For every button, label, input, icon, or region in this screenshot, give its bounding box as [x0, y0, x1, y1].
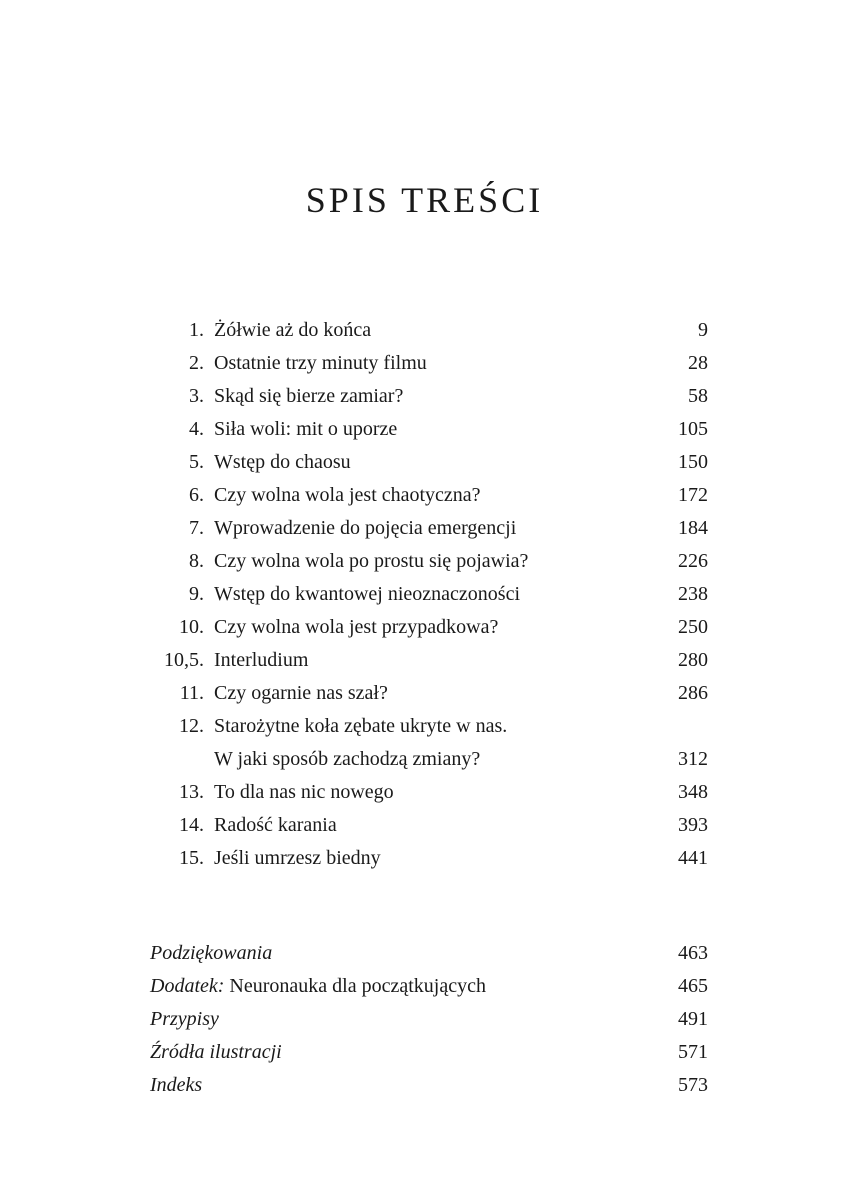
back-matter-label — [150, 970, 638, 1003]
chapter-title: Żółwie aż do końca — [214, 319, 372, 341]
page-number: 465 — [678, 975, 708, 997]
italic-label: Podziękowania — [150, 942, 273, 964]
page-number: 250 — [678, 616, 708, 638]
page-number: 280 — [678, 649, 708, 671]
page-number: 286 — [678, 682, 708, 704]
chapter-number: 14. — [179, 814, 204, 836]
page-number: 573 — [678, 1074, 708, 1096]
back-matter-acknowledgements — [150, 937, 708, 970]
page-number: 226 — [678, 550, 708, 572]
back-matter-label — [150, 1003, 638, 1036]
italic-label: Dodatek: — [150, 975, 225, 997]
toc-entry-13 — [150, 776, 708, 809]
toc-entry-12-continued — [150, 743, 708, 776]
chapter-number: 13. — [179, 781, 204, 803]
back-matter-illustration-sources — [150, 1036, 708, 1069]
chapter-number: 3. — [189, 385, 204, 407]
page-number: 9 — [698, 319, 708, 341]
chapter-title: Czy wolna wola po prostu się pojawia? — [214, 550, 529, 572]
chapter-list — [150, 314, 708, 875]
toc-entry-4 — [150, 413, 708, 446]
page-number: 105 — [678, 418, 708, 440]
toc-entry-2 — [150, 347, 708, 380]
page-number: 28 — [688, 352, 708, 374]
page-number: 463 — [678, 942, 708, 964]
chapter-title: Skąd się bierze zamiar? — [214, 385, 404, 407]
chapter-title: Radość karania — [214, 814, 337, 836]
chapter-title: Jeśli umrzesz biedny — [214, 847, 381, 869]
back-matter-label — [150, 937, 638, 970]
page-number: 238 — [678, 583, 708, 605]
italic-label: Indeks — [150, 1074, 203, 1096]
back-matter-label — [150, 1036, 638, 1069]
chapter-number: 12. — [179, 715, 204, 737]
chapter-number: 15. — [179, 847, 204, 869]
back-matter-label — [150, 1069, 638, 1102]
chapter-number: 10,5. — [164, 649, 204, 671]
page-number: 491 — [678, 1008, 708, 1030]
page-number: 172 — [678, 484, 708, 506]
chapter-number: 9. — [189, 583, 204, 605]
chapter-number: 4. — [189, 418, 204, 440]
chapter-number: 7. — [189, 517, 204, 539]
page-number: 184 — [678, 517, 708, 539]
chapter-title: Czy ogarnie nas szał? — [214, 682, 388, 704]
chapter-title: W jaki sposób zachodzą zmiany? — [214, 748, 481, 770]
page-number: 58 — [688, 385, 708, 407]
chapter-title: Siła woli: mit o uporze — [214, 418, 398, 440]
chapter-number: 2. — [189, 352, 204, 374]
back-matter-notes — [150, 1003, 708, 1036]
chapter-title: Interludium — [214, 649, 309, 671]
page-number: 348 — [678, 781, 708, 803]
toc-entry-9 — [150, 578, 708, 611]
page-number: 441 — [678, 847, 708, 869]
toc-entry-14 — [150, 809, 708, 842]
chapter-title: Starożytne koła zębate ukryte w nas. — [214, 715, 508, 737]
chapter-number: 6. — [189, 484, 204, 506]
chapter-number: 11. — [179, 682, 204, 704]
toc-entry-15 — [150, 842, 708, 875]
toc-entry-5 — [150, 446, 708, 479]
chapter-title: Wstęp do chaosu — [214, 451, 351, 473]
chapter-title: Wprowadzenie do pojęcia emergencji — [214, 517, 517, 539]
back-matter-list — [150, 937, 708, 1102]
italic-label: Przypisy — [150, 1008, 219, 1030]
toc-entry-8 — [150, 545, 708, 578]
page-title: SPIS TREŚCI — [305, 180, 544, 220]
page-number: 312 — [678, 748, 708, 770]
back-matter-appendix — [150, 970, 708, 1003]
toc-entry-6 — [150, 479, 708, 512]
chapter-number: 10. — [179, 616, 204, 638]
page-number: 150 — [678, 451, 708, 473]
chapter-number: 8. — [189, 550, 204, 572]
page-number: 571 — [678, 1041, 708, 1063]
toc-entry-10 — [150, 611, 708, 644]
chapter-title: Czy wolna wola jest przypadkowa? — [214, 616, 499, 638]
toc-entry-7 — [150, 512, 708, 545]
toc-entry-11 — [150, 677, 708, 710]
italic-label: Źródła ilustracji — [150, 1041, 282, 1063]
back-matter-index — [150, 1069, 708, 1102]
chapter-title: To dla nas nic nowego — [214, 781, 394, 803]
toc-entry-1 — [150, 314, 708, 347]
chapter-title: Ostatnie trzy minuty filmu — [214, 352, 427, 374]
toc-entry-3 — [150, 380, 708, 413]
toc-entry-12 — [150, 710, 708, 743]
chapter-title: Czy wolna wola jest chaotyczna? — [214, 484, 481, 506]
chapter-number: 1. — [189, 319, 204, 341]
page-number: 393 — [678, 814, 708, 836]
chapter-number: 5. — [189, 451, 204, 473]
chapter-title: Wstęp do kwantowej nieoznaczoności — [214, 583, 521, 605]
label-rest: Neuronauka dla początkujących — [224, 975, 486, 997]
toc-entry-10-5 — [150, 644, 708, 677]
